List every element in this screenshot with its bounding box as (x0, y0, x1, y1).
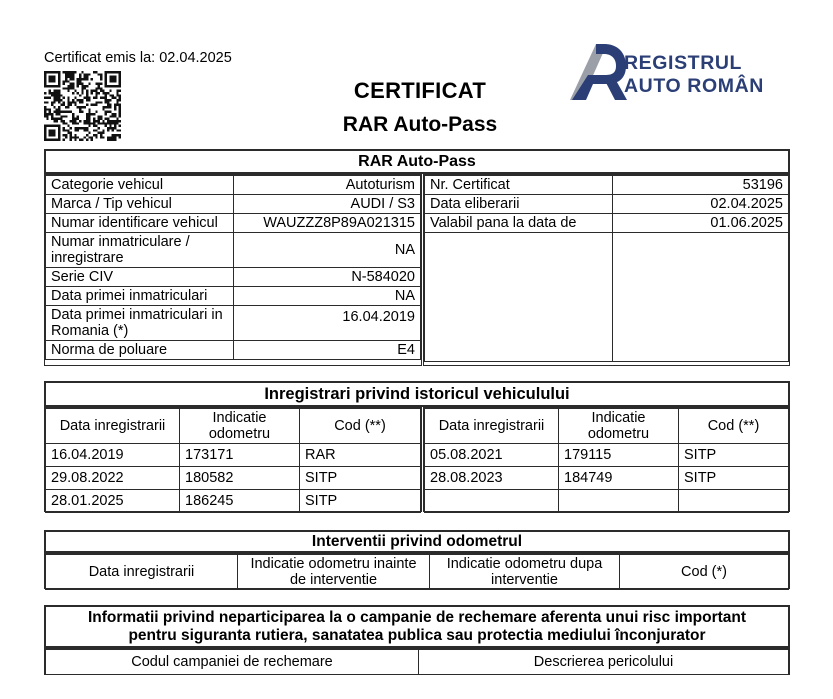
document-title: CERTIFICAT (353, 78, 487, 103)
table-row (46, 233, 421, 268)
cell-code: SITP (679, 444, 789, 467)
odometer-table (44, 553, 790, 589)
cell-date: 28.01.2025 (46, 490, 180, 513)
empty-cell (559, 490, 679, 513)
table-row (46, 341, 421, 360)
col-header-odometer-after: Indicatie odometru dupa interventie (430, 555, 620, 590)
table-row (425, 195, 789, 214)
table-row (46, 268, 421, 287)
table-row (425, 444, 789, 467)
row-label: Serie CIV (46, 268, 234, 287)
recall-section-title (46, 607, 788, 646)
row-value: N-584020 (234, 268, 421, 287)
document-subtitle: RAR Auto-Pass (342, 113, 498, 136)
rar-logo (566, 42, 776, 104)
cell-code: SITP (300, 490, 421, 513)
main-section-title: RAR Auto-Pass (358, 152, 476, 170)
table-row (46, 287, 421, 306)
table-row (46, 306, 421, 341)
row-label: Nr. Certificat (425, 176, 613, 195)
history-table-left (44, 407, 422, 512)
cell-odometer: 186245 (180, 490, 300, 513)
row-label: Numar inmatriculare / inregistrare (46, 233, 234, 268)
row-label: Valabil pana la data de (425, 214, 613, 233)
cell-code: SITP (679, 467, 789, 490)
row-label: Data primei inmatriculari (46, 287, 234, 306)
row-label: Marca / Tip vehicul (46, 195, 234, 214)
ar-monogram-icon (566, 42, 628, 102)
row-value: 16.04.2019 (234, 306, 421, 341)
col-header-date: Data inregistrarii (425, 409, 559, 444)
table-header-row (425, 409, 789, 444)
table-row-empty (425, 490, 789, 513)
empty-cell (613, 233, 789, 362)
row-value: E4 (234, 341, 421, 360)
table-header-row (46, 409, 421, 444)
row-value: WAUZZZ8P89A021315 (234, 214, 421, 233)
recall-title-line-2: pentru siguranta rutiera, sanatatea publica sau protectia mediului înconjurator (128, 626, 706, 644)
empty-cell (425, 233, 613, 362)
cell-code: SITP (300, 467, 421, 490)
row-value: 53196 (613, 176, 789, 195)
col-header-odometer: Indicatie odometru (180, 409, 300, 444)
history-section-band (44, 381, 790, 407)
row-value: AUDI / S3 (234, 195, 421, 214)
logo-text (624, 52, 764, 98)
table-row (46, 195, 421, 214)
odometer-section-band (44, 530, 790, 553)
col-header-code: Cod (**) (300, 409, 421, 444)
logo-line-2: AUTO ROMÂN (624, 75, 764, 97)
row-value: NA (234, 233, 421, 268)
cell-code: RAR (300, 444, 421, 467)
history-table-right (423, 407, 790, 512)
cell-odometer: 173171 (180, 444, 300, 467)
empty-cell (679, 490, 789, 513)
history-section-title: Inregistrari privind istoricul vehiculului (264, 384, 570, 403)
col-header-code: Cod (*) (620, 555, 789, 590)
cell-date: 16.04.2019 (46, 444, 180, 467)
row-value: Autoturism (234, 176, 421, 195)
recall-title-line-1: Informatii privind neparticiparea la o campanie de rechemare aferenta unui risc important (87, 608, 747, 626)
table-row (425, 467, 789, 490)
logo-line-1: REGISTRUL (624, 52, 743, 74)
qr-code-image (44, 71, 121, 141)
cell-date: 29.08.2022 (46, 467, 180, 490)
row-label: Data eliberarii (425, 195, 613, 214)
table-row (46, 490, 421, 513)
table-row (46, 176, 421, 195)
odometer-section-title: Interventii privind odometrul (311, 532, 523, 550)
cell-date: 05.08.2021 (425, 444, 559, 467)
cell-date: 28.08.2023 (425, 467, 559, 490)
row-label: Categorie vehicul (46, 176, 234, 195)
col-header-code: Cod (**) (679, 409, 789, 444)
empty-cell (425, 490, 559, 513)
cell-odometer: 180582 (180, 467, 300, 490)
qr-code (44, 71, 121, 141)
row-value: 01.06.2025 (613, 214, 789, 233)
row-value: NA (234, 287, 421, 306)
row-label: Data primei inmatriculari in Romania (*) (46, 306, 234, 341)
table-row (46, 214, 421, 233)
row-label: Numar identificare vehicul (46, 214, 234, 233)
table-row (425, 214, 789, 233)
col-header-odometer-before: Indicatie odometru inainte de interventie (238, 555, 430, 590)
recall-table (44, 648, 790, 675)
row-label: Norma de poluare (46, 341, 234, 360)
col-header-date: Data inregistrarii (46, 555, 238, 590)
table-header-row (46, 650, 789, 675)
main-section-band (44, 149, 790, 174)
col-header-hazard-description: Descrierea pericolului (419, 650, 789, 675)
row-value: 02.04.2025 (613, 195, 789, 214)
recall-section-band (44, 605, 790, 648)
table-row (46, 444, 421, 467)
table-row-empty (425, 233, 789, 362)
cell-odometer: 184749 (559, 467, 679, 490)
cell-odometer: 179115 (559, 444, 679, 467)
vehicle-details-table (44, 174, 422, 366)
certificate-details-table (423, 174, 790, 366)
table-row (46, 467, 421, 490)
table-header-row (46, 555, 789, 590)
col-header-date: Data inregistrarii (46, 409, 180, 444)
col-header-campaign-code: Codul campaniei de rechemare (46, 650, 419, 675)
issued-date-label: Certificat emis la: 02.04.2025 (44, 50, 232, 66)
col-header-odometer: Indicatie odometru (559, 409, 679, 444)
table-row (425, 176, 789, 195)
